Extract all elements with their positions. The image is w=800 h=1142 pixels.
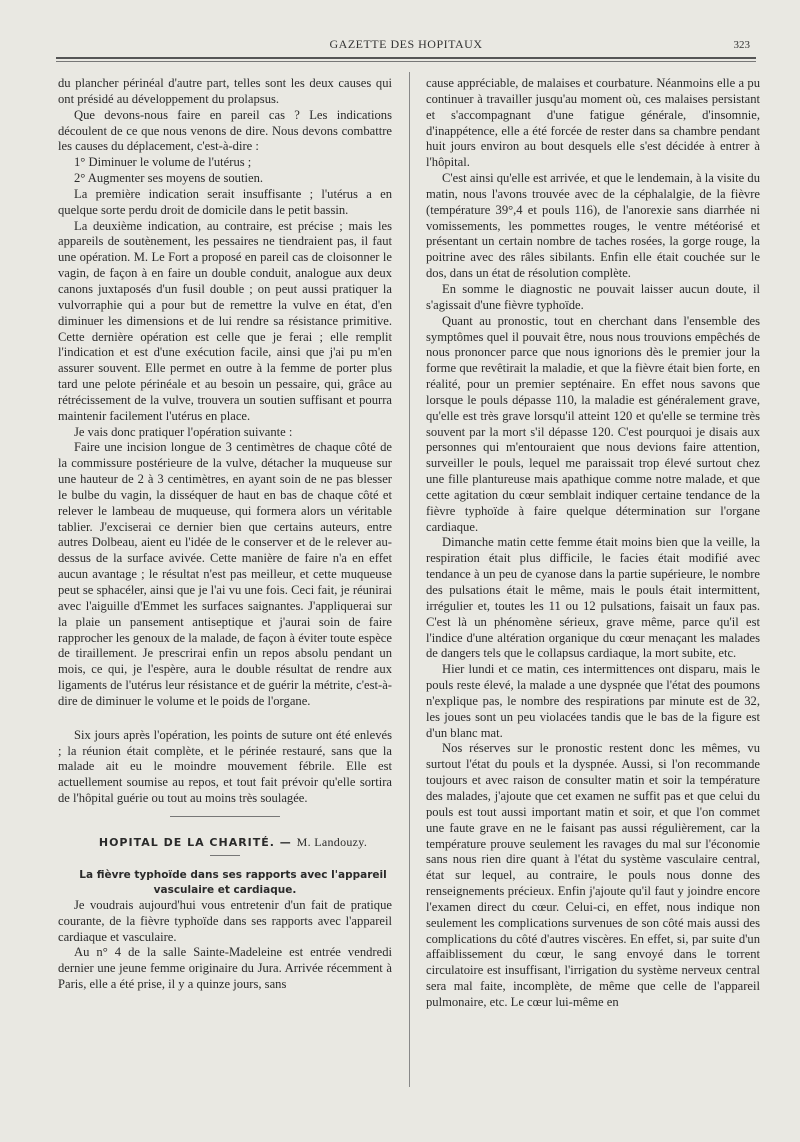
left-column	[58, 76, 392, 993]
paragraph: Six jours après l'opération, les points de suture ont été enlevés ; la réunion était complète, et le périnée restauré, sans que la malade ait eu le moindre mouvement fébrile. Elle est actuellement soumise au repos, et tout fait prévoir qu'elle sortira de l'hôpital guérie ou tout au moins très soulagée.	[58, 727, 392, 806]
journal-title: GAZETTE DES HOPITAUX	[329, 37, 483, 51]
paragraph: Nos réserves sur le pronostic restent donc les mêmes, vu surtout l'état du pouls et la dyspnée. Aussi, si l'on recommande toujours et avec raison de consulter matin et soir la température des malades, j'ajoute que cet examen ne suffit pas et que celui du pouls est tout aussi important matin et soir, et que l'on commet une faute grave en ne le faisant pas aussi régulièrement, car la température prouve seulement les ravages du mal sur l'économie sans nous rien dire quant à l'état du système vasculaire central, état sur lequel, au contraire, le pouls nous donne des renseignements précieux. Enfin j'ajoute qu'il faut y joindre encore l'examen direct du cœur. Celui-ci, en effet, nous indique non seulement les complications survenues de son côté mais aussi des complications du côté d'autres viscères. En effet, si, par suite d'un affaiblissement du cœur, le sang envoyé dans le torrent circulatoire est insuffisant, l'irrigation du système nerveux central sera mal faite, incomplète, de même que celle de l'appareil pulmonaire, etc. Le cœur lui-même en	[426, 741, 760, 1009]
heading-rule	[210, 855, 240, 856]
paragraph: En somme le diagnostic ne pouvait laisser aucun doute, il s'agissait d'une fièvre typhoïde.	[426, 281, 760, 312]
paragraph: Je voudrais aujourd'hui vous entretenir d'un fait de pratique courante, de la fièvre typhoïde dans ses rapports avec l'appareil cardiaque et vasculaire.	[58, 897, 392, 944]
paragraph: Hier lundi et ce matin, ces intermittences ont disparu, mais le pouls reste élevé, la malade a une dyspnée que l'état des poumons n'explique pas, le nombre des respirations par minute est de 32, les joues sont un peu violacées tandis que le bas de la figure est d'un blanc mat.	[426, 662, 760, 740]
paragraph: La première indication serait insuffisante ; l'utérus a en quelque sorte perdu droit de domicile dans le petit bassin.	[58, 186, 392, 217]
header-rule-thick	[56, 57, 756, 59]
paragraph: Que devons-nous faire en pareil cas ? Les indications découlent de ce que nous venons de dire. Nous devons combattre les causes du déplacement, c'est-à-dire :	[58, 107, 392, 154]
right-column	[426, 76, 760, 1011]
header-rule-thin	[56, 61, 756, 62]
section-heading	[58, 835, 392, 851]
column-divider	[409, 72, 410, 1087]
paragraph: Dimanche matin cette femme était moins bien que la veille, la respiration était plus difficile, le facies était modifié avec tendance à un peu de cyanose dans la partie supérieure, le nombre des pulsations était le même, mais le pouls était intermittent, irrégulier et, toutes les 11 ou 12 pulsations, faisait un faux pas. C'est là un phénomène sérieux, grave même, parce qu'il est l'indice d'une altération organique du cœur menaçant les malades de dangers tels que le collapsus cardiaque, la mort subite, etc.	[426, 535, 760, 661]
paragraph: Quant au pronostic, tout en cherchant dans l'ensemble des symptômes quel il pouvait être, nous nous trouvions empêchés de nous prononcer parce que nous ignorions dès le premier jour la forme que revêtirait la maladie, et que la fièvre était bien forte, en réalité, pour un premier septénaire. En effet nous savons que lorsque le pouls dépasse 110, la maladie est généralement grave, qu'elle est très grave lorsqu'il atteint 120 et qu'elle se termine très souvent par la mort s'il dépasse 120. C'est pourquoi je disais aux personnes qui m'entouraient que nous devions faire attention, surveiller le pouls, lequel me paraissait trop élevé surtout chez une fille plantureuse mais apathique comme notre malade, et que cette agitation du cœur semblait indiquer certaine tendance de la fièvre typhoïde à faire quelque détermination sur l'organe cardiaque.	[426, 313, 760, 534]
paragraph: 2° Augmenter ses moyens de soutien.	[74, 171, 264, 186]
paragraph: du plancher périnéal d'autre part, telles sont les deux causes qui ont présidé au développement du prolapsus.	[58, 76, 392, 106]
paragraph: 1° Diminuer le volume de l'utérus ;	[74, 155, 252, 170]
page-header	[56, 37, 756, 57]
section-title: HOPITAL DE LA CHARITÉ. —	[98, 835, 297, 849]
section-author: M. Landouzy.	[296, 834, 368, 849]
section-separator	[170, 816, 280, 817]
paragraph: Faire une incision longue de 3 centimètres de chaque côté de la commissure postérieure de la vulve, détacher la muqueuse sur une hauteur de 2 à 3 centimètres, en ayant soin de ne pas blesser le bulbe du vagin, la disséquer de haut en bas de chaque côté et relever le lambeau de muqueuse, qui formera alors un véritable tablier. J'exciserai ce dernier bien que certains auteurs, entre autres Dolbeau, aient eu l'idée de le conserver et de le relever au-dessus de la surface avivée. Cette manière de faire n'a en effet aucun avantage ; le résultat n'est pas meilleur, et cette muqueuse peut se sphacéler, ainsi que je l'ai vu une fois. Ceci fait, je réunirai avec l'aiguille d'Emmet les surfaces saignantes. J'appliquerai sur la plaie un pansement antiseptique et j'aurai soin de faire rapprocher les genoux de la malade, de façon à éviter toute espèce de tiraillement. Je prescrirai enfin un repos absolu pendant un mois, ce qui, je l'espère, aura le double résultat de rendre aux ligaments de l'utérus leur résistance et de guérir la métrite, c'est-à-dire de diminuer le volume et le poids de l'organe.	[58, 440, 392, 708]
paragraph: Je vais donc pratiquer l'opération suivante :	[74, 424, 293, 439]
article-subtitle: La fièvre typhoïde dans ses rapports avec l'appareil vasculaire et cardiaque.	[79, 868, 387, 896]
paragraph: C'est ainsi qu'elle est arrivée, et que le lendemain, à la visite du matin, nous l'avons trouvée avec de la céphalalgie, de la fièvre (température 39°,4 et pouls 116), de l'anorexie sans diarrhée ni vomissements, les pommettes rouges, le ventre météorisé et présentant un certain nombre de taches rosées, la gorge rouge, la poitrine avec des râles sibilants. Enfin elle était couchée sur le dos, dans un état de résolution complète.	[426, 171, 760, 281]
paragraph: cause appréciable, de malaises et courbature. Néanmoins elle a pu continuer à travailler jusqu'au moment où, ces malaises persistant et s'accompagnant d'une fatigue générale, d'insomnie, d'inappétence, elle a été forcée de rester dans sa chambre pendant huit jours environ au bout desquels elle s'est décidée à entrer à l'hôpital.	[426, 76, 760, 170]
page-number: 323	[733, 39, 750, 51]
paragraph: Au n° 4 de la salle Sainte-Madeleine est entrée vendredi dernier une jeune femme originaire du Jura. Arrivée récemment à Paris, elle a été prise, il y a quinze jours, sans	[58, 945, 392, 992]
paragraph: La deuxième indication, au contraire, est précise ; mais les appareils de soutènement, les pessaires ne tiendraient pas, il faut une opération. M. Le Fort a proposé en pareil cas de cloisonner le vagin, de façon à en faire un double conduit, analogue aux deux canons juxtaposés d'un fusil double ; on peut aussi pratiquer la vulvorraphie qui a pour but de remettre la vulve en état, d'en diminuer les dimensions et de lui rendre sa résistance primitive. Cette dernière opération est celle que je ferai ; elle remplit l'indication et est d'une exécution facile, ainsi que j'ai pu m'en assurer souvent. Elle permet en outre à la femme de porter plus tard une pelote périnéale et au besoin un pessaire, qui, grâce au rétrécissement de la vulve, trouvera un soutien suffisant et pourra maintenir facilement l'utérus en place.	[58, 218, 392, 423]
